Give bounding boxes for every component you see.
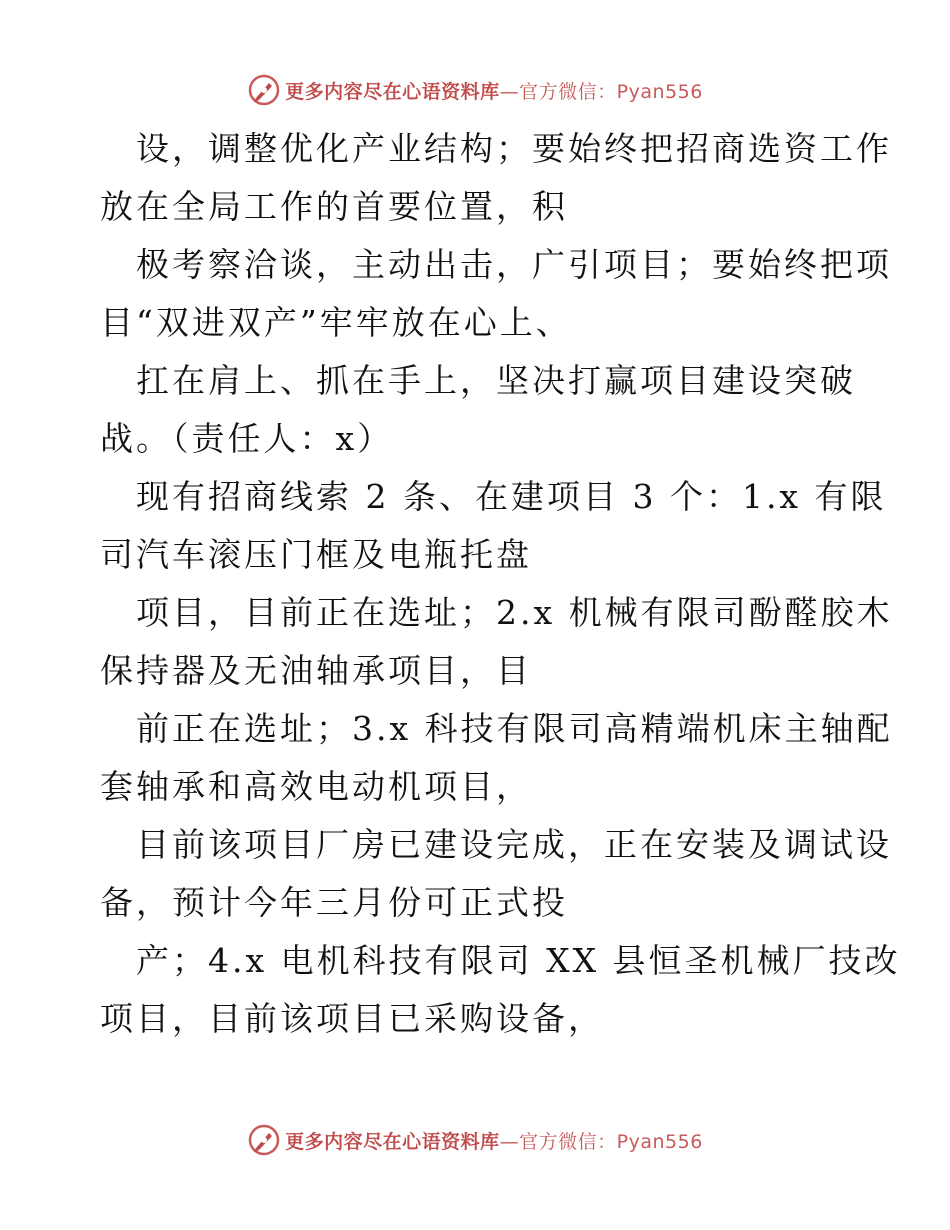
pen-logo-icon bbox=[247, 73, 281, 107]
footer-banner-contact: —官方微信：Pyan556 bbox=[499, 1130, 703, 1153]
body-line-12: 套轴承和高效电动机项目， bbox=[100, 767, 532, 806]
header-banner-title: 更多内容尽在心语资料库 bbox=[285, 80, 500, 103]
header-banner bbox=[0, 70, 950, 110]
body-line-11: 前正在选址；3.x 科技有限司高精端机床主轴配 bbox=[136, 709, 893, 748]
footer-banner-title: 更多内容尽在心语资料库 bbox=[285, 1130, 500, 1153]
body-line-4: 目“双进双产”牢牢放在心上、 bbox=[100, 303, 572, 342]
pen-logo-icon bbox=[247, 1123, 281, 1157]
body-line-1: 设，调整优化产业结构；要始终把招商选资工作 bbox=[136, 129, 892, 168]
body-line-5: 扛在肩上、抓在手上，坚决打赢项目建设突破 bbox=[136, 361, 856, 400]
body-line-13: 目前该项目厂房已建设完成，正在安装及调试设 bbox=[136, 825, 892, 864]
body-line-14: 备，预计今年三月份可正式投 bbox=[100, 883, 568, 922]
body-line-3: 极考察洽谈，主动出击，广引项目；要始终把项 bbox=[136, 245, 892, 284]
footer-banner bbox=[0, 1120, 950, 1160]
body-line-16: 项目，目前该项目已采购设备， bbox=[100, 999, 604, 1038]
document-body bbox=[100, 120, 901, 1048]
body-line-9: 项目，目前正在选址；2.x 机械有限司酚醛胶木 bbox=[136, 593, 893, 632]
header-banner-text bbox=[285, 77, 703, 104]
body-line-6: 战。（责任人：x） bbox=[100, 419, 394, 458]
body-line-2: 放在全局工作的首要位置，积 bbox=[100, 187, 568, 226]
body-line-15: 产；4.x 电机科技有限司 XX 县恒圣机械厂技改 bbox=[136, 941, 901, 980]
body-line-7: 现有招商线索 2 条、在建项目 3 个：1.x 有限 bbox=[136, 477, 887, 516]
footer-banner-text bbox=[285, 1127, 703, 1154]
body-line-10: 保持器及无油轴承项目，目 bbox=[100, 651, 532, 690]
header-banner-contact: —官方微信：Pyan556 bbox=[499, 80, 703, 103]
body-line-8: 司汽车滚压门框及电瓶托盘 bbox=[100, 535, 532, 574]
